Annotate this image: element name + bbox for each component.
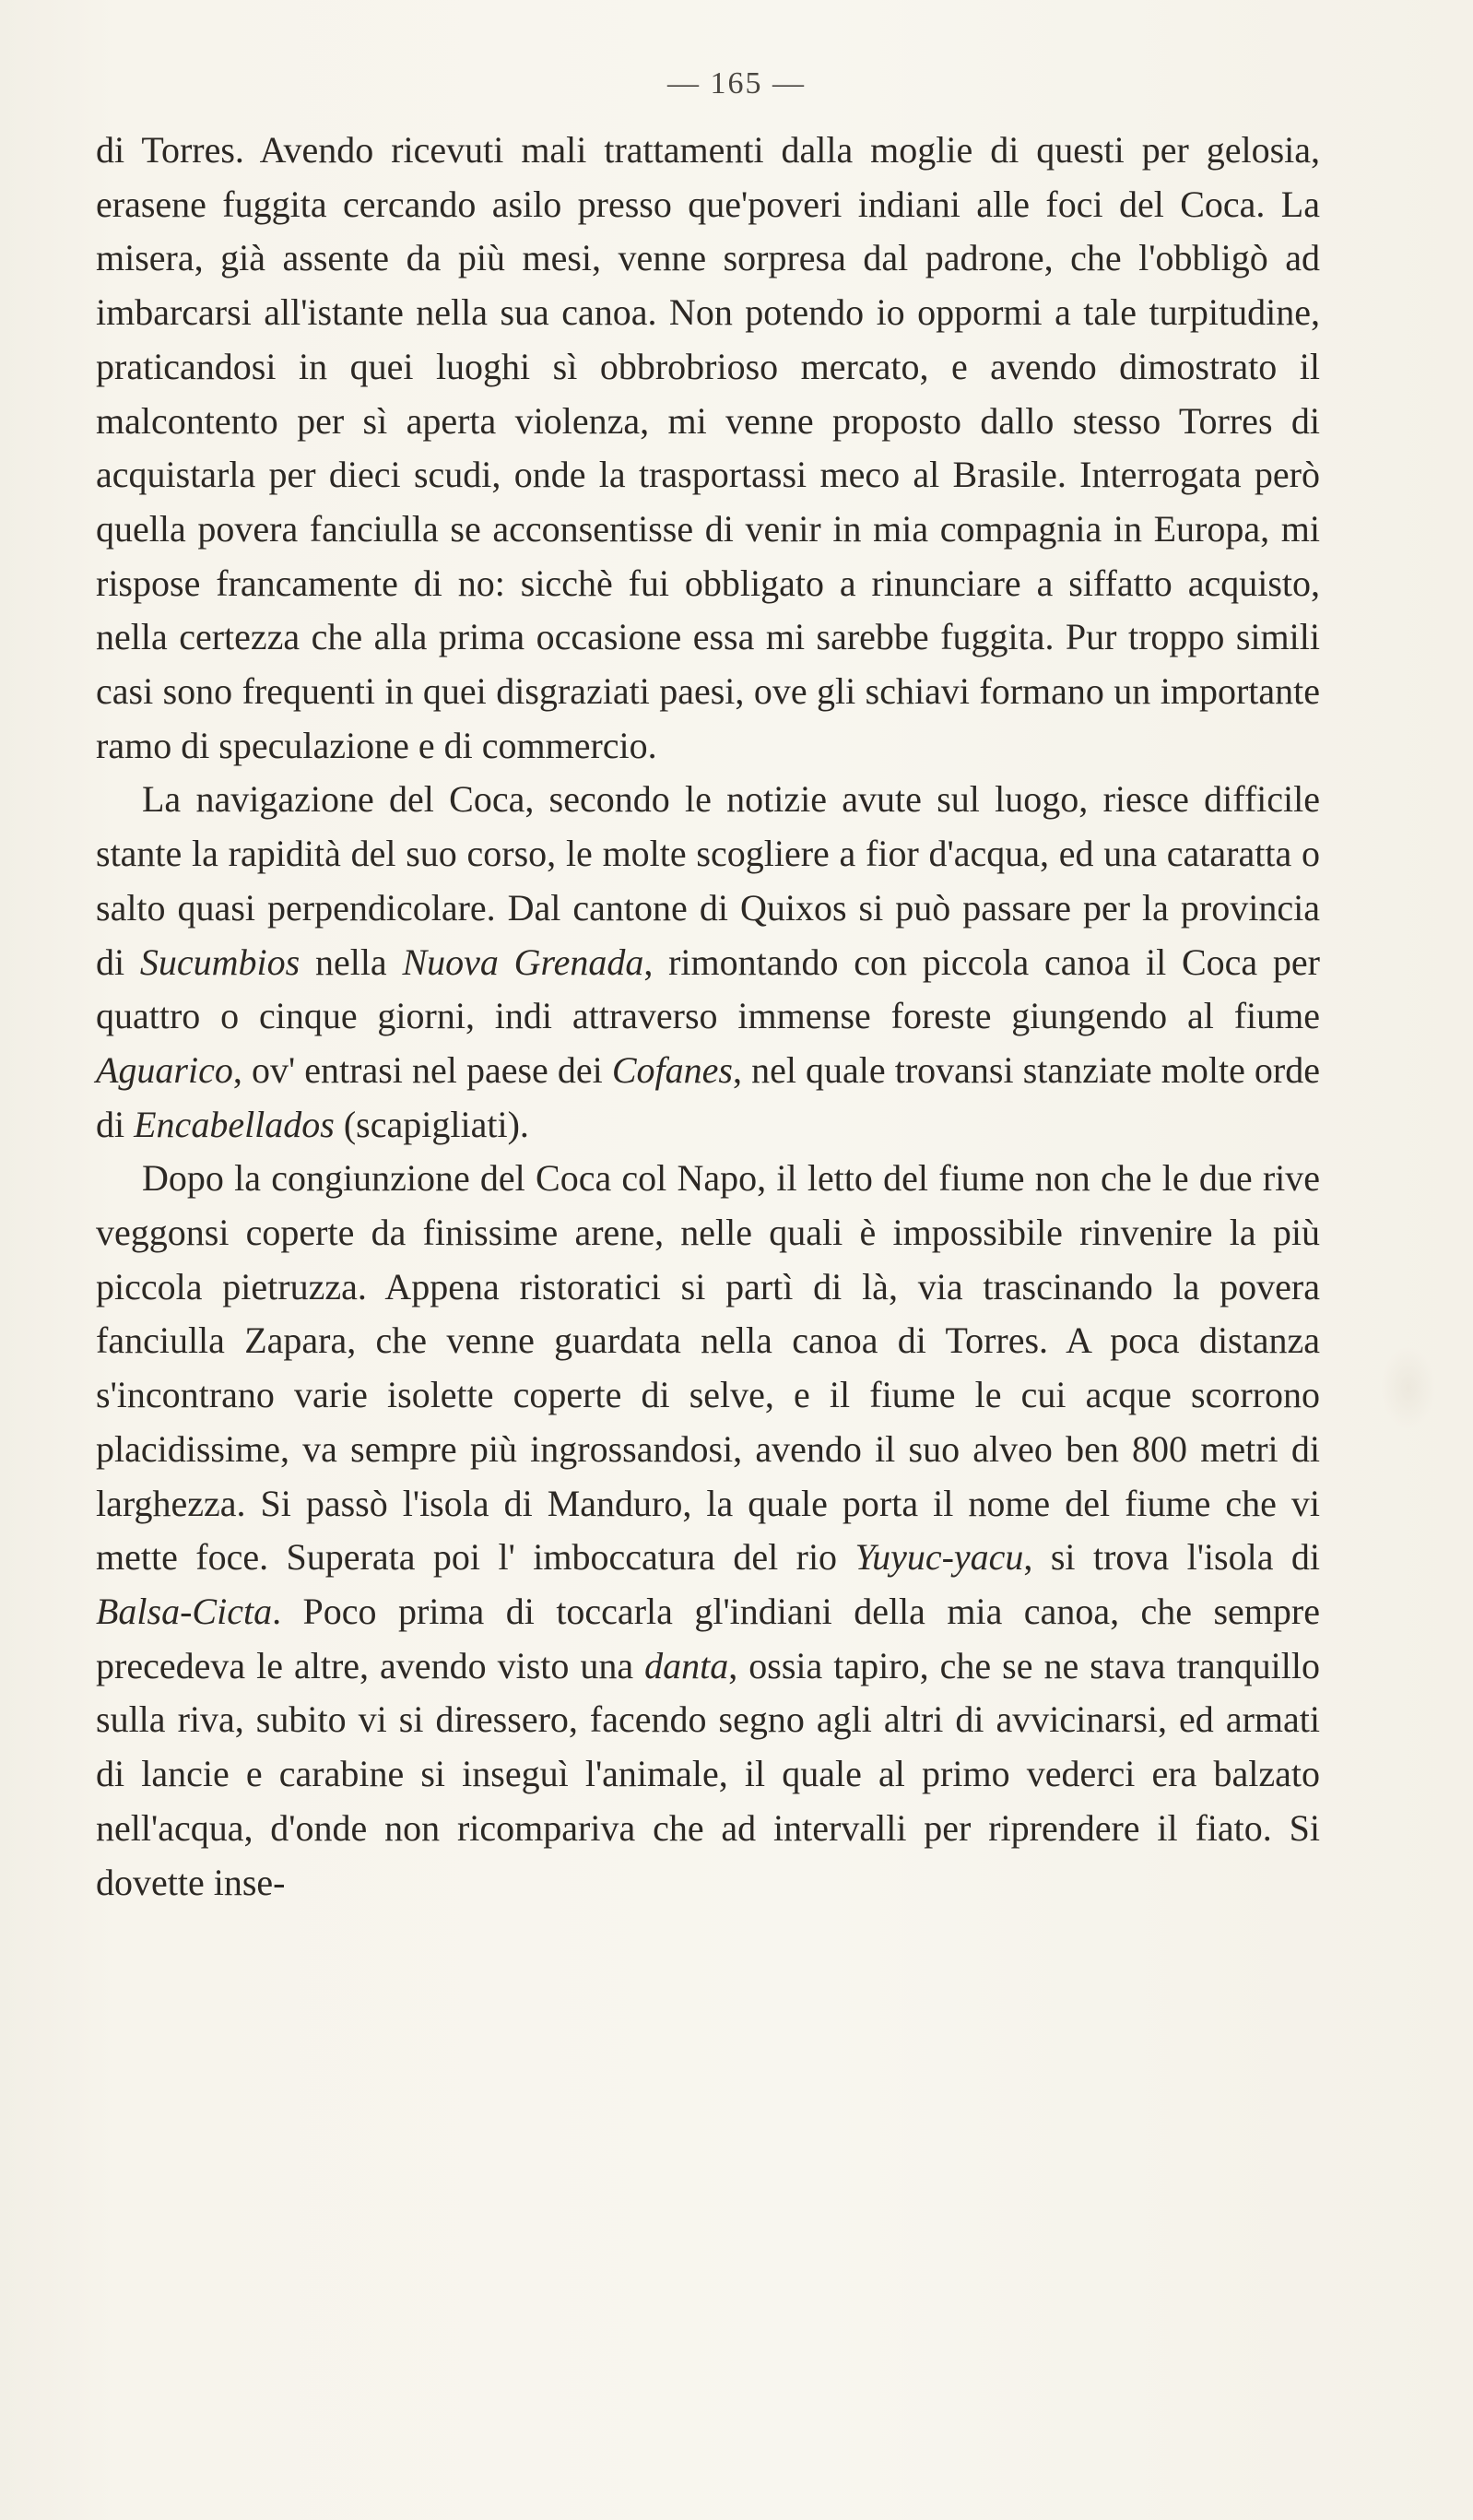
page-number: — 165 —: [667, 66, 806, 101]
paper-stain: [1381, 1346, 1436, 1429]
italic-term-cofanes: Cofanes: [611, 1048, 733, 1091]
italic-term-nuova-grenada: Nuova Grenada: [402, 941, 644, 983]
text-segment: Dopo la congiunzione del Coca col Napo, il letto del fiume non che le due rive veggonsi coperte da finissime arene, nelle quali è impossibile rinvenire la più piccola pietruzza. Appena ristoratici si partì di là, via trascinando la povera fanciulla Zapara, che venne guardata nella canoa di Torres. A poca distanza s'incontrano varie isolette coperte di selve, e il fiume le cui acque scorrono placidissime, va sempre più ingrossandosi, avendo il suo alveo ben 800 metri di larghezza. Si passò l'isola di Manduro, la quale porta il nome del fiume che vi mette foce. Superata poi l' imboccatura del rio: [96, 1157, 1320, 1579]
text-segment: nella: [300, 941, 403, 983]
text-segment: . Poco prima di toccarla gl'indiani della mia canoa, che sempre precedeva le altre, avendo visto una: [96, 1590, 1320, 1686]
italic-term-aguarico: Aguarico: [96, 1048, 233, 1091]
italic-term-danta: danta: [644, 1644, 729, 1686]
text-segment: , nel quale trovansi stanziate molte orde di: [96, 1048, 1320, 1145]
italic-term-balsa-cicta: Balsa-Cicta: [96, 1590, 273, 1632]
text-segment: di Torres. Avendo ricevuti mali trattamenti dalla moglie di questi per gelosia, erasene fuggita cercando asilo presso que'poveri indiani alle foci del Coca. La misera, già assente da più mesi, venne sorpresa dal padrone, che l'obbligò ad imbarcarsi all'istante nella sua canoa. Non potendo io oppormi a tale turpitudine, praticandosi in quei luoghi sì obbrobrioso mercato, e avendo dimostrato il malcontento per sì aperta violenza, mi venne proposto dallo stesso Torres di acquistarla per dieci scudi, onde la trasportassi meco al Brasile. Interrogata però quella povera fanciulla se acconsentisse di venir in mia compagnia in Europa, mi rispose francamente di no: sicchè fui obbligato a rinunciare a siffatto acquisto, nella certezza che alla prima occasione essa mi sarebbe fuggita. Pur troppo simili casi sono frequenti in quei disgraziati paesi, ove gli schiavi formano un importante ramo di speculazione e di commercio.: [96, 129, 1320, 766]
text-segment: , ov' entrasi nel paese dei: [232, 1048, 612, 1091]
italic-term-sucumbios: Sucumbios: [139, 941, 300, 983]
italic-term-encabellados: Encabellados: [134, 1103, 335, 1145]
text-segment: , rimontando con piccola canoa il Coca per quattro o cinque giorni, indi attraverso immense foreste giungendo al fiume: [96, 941, 1320, 1037]
paragraph-3: [96, 1152, 1320, 1910]
text-segment: , ossia tapiro, che se ne stava tranquillo sulla riva, subito vi si diressero, facendo segno agli altri di avvicinarsi, ed armati di lancie e carabine si inseguì l'animale, il quale al primo vederci era balzato nell'acqua, d'onde non ricompariva che ad intervalli per riprendere il fiato. Si dovette inse-: [96, 1644, 1320, 1903]
text-segment: La navigazione del Coca, secondo le notizie avute sul luogo, riesce difficile stante la rapidità del suo corso, le molte scogliere a fior d'acqua, ed una cataratta o salto quasi perpendicolare. Dal cantone di Quixos si può passare per la provincia di: [96, 778, 1320, 983]
body-text: [96, 124, 1320, 1910]
italic-term-yuyuc-yacu: Yuyuc-yacu: [854, 1536, 1024, 1579]
text-segment: (scapigliati).: [334, 1103, 529, 1145]
paragraph-2: [96, 773, 1320, 1152]
paragraph-1: [96, 124, 1320, 773]
text-segment: , si trova l'isola di: [1023, 1536, 1320, 1579]
